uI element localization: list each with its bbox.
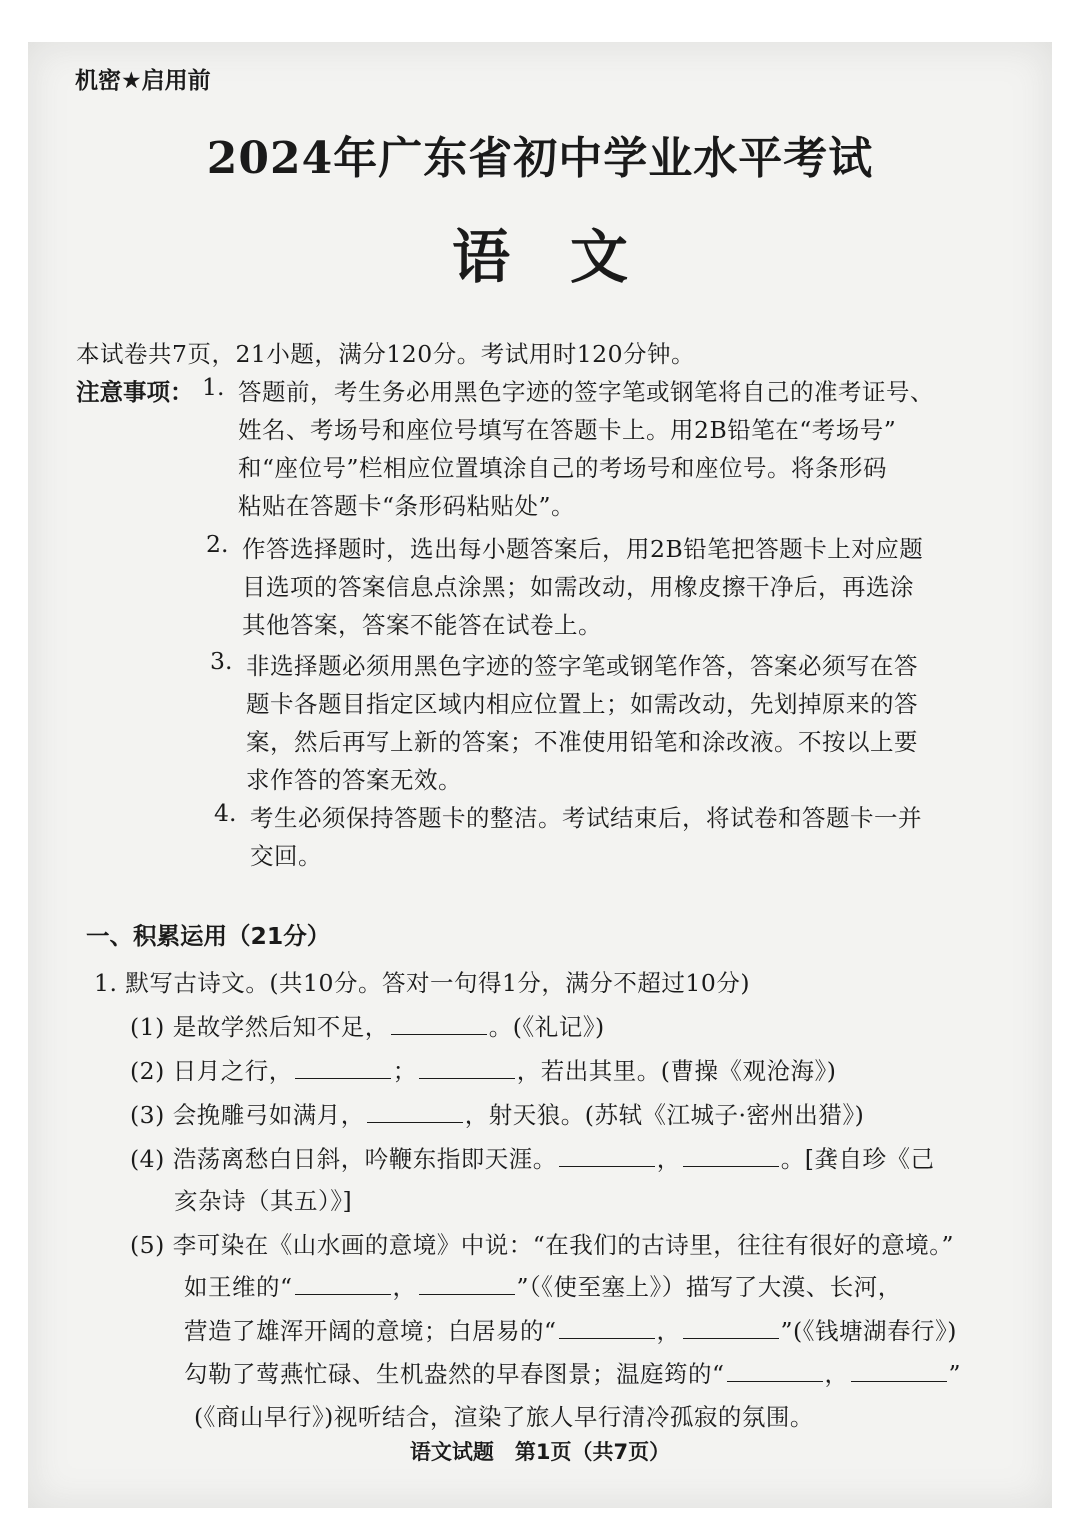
sub-question-text: ， — [656, 1145, 681, 1173]
sub-question-text: 。(《礼记》) — [488, 1013, 605, 1041]
sub-question-text: (《商山早行》)视听结合，渲染了旅人早行清冷孤寂的氛围。 — [194, 1403, 814, 1431]
exam-page — [28, 42, 1052, 1508]
sub-question-5 — [130, 1226, 954, 1260]
answer-blank[interactable] — [683, 1148, 779, 1167]
sub-question-text: ”（《使至塞上》）描写了大漠、长河， — [516, 1273, 902, 1301]
notice-item-line: 求作答的答案无效。 — [246, 766, 462, 794]
sub-question-text: 会挽雕弓如满月， — [172, 1101, 365, 1129]
answer-blank[interactable] — [419, 1276, 515, 1295]
sub-question-4 — [130, 1140, 934, 1174]
notice-item-line: 目选项的答案信息点涂黑；如需改动，用橡皮擦干净后，再选涂 — [242, 573, 914, 601]
notice-item-line: 其他答案，答案不能答在试卷上。 — [242, 611, 602, 639]
notice-item-line: 题卡各题目指定区域内相应位置上；如需改动，先划掉原来的答 — [246, 690, 918, 718]
sub-question-1 — [130, 1008, 605, 1042]
sub-question-3 — [130, 1096, 864, 1130]
notice-item-number: 4. — [214, 799, 237, 827]
notice-item-line: 粘贴在答题卡“条形码粘贴处”。 — [238, 492, 576, 520]
sub-question-text: 浩荡离愁白日斜，吟鞭东指即天涯。 — [172, 1145, 557, 1173]
notice-item-line: 作答选择题时，选出每小题答案后，用2B铅笔把答题卡上对应题 — [242, 535, 924, 563]
notice-item-number: 2. — [206, 530, 229, 558]
notice-item-line: 考生必须保持答题卡的整洁。考试结束后，将试卷和答题卡一并 — [250, 804, 922, 832]
sub-question-number: (3) — [130, 1101, 165, 1129]
subject-title: 语文 — [451, 223, 688, 291]
notice-item-number: 3. — [210, 647, 233, 675]
confidential-label: 机密★启用前 — [75, 68, 211, 94]
sub-question-text: 勾勒了莺燕忙碌、生机盎然的早春图景；温庭筠的“ — [184, 1360, 725, 1388]
question-stem: 1. 默写古诗文。(共10分。答对一句得1分，满分不超过10分) — [94, 969, 750, 997]
sub-question-text: ”(《钱塘湖春行》) — [780, 1317, 957, 1345]
sub-question-text: 是故学然后知不足， — [172, 1013, 389, 1041]
sub-question-text: 如王维的“ — [184, 1273, 293, 1301]
answer-blank[interactable] — [419, 1060, 515, 1079]
notice-item-line: 交回。 — [250, 842, 322, 870]
notice-item-line: 答题前，考生务必用黑色字迹的签字笔或钢笔将自己的准考证号、 — [238, 378, 934, 406]
notice-label: 注意事项： — [76, 378, 194, 406]
notice-item-line: 非选择题必须用黑色字迹的签字笔或钢笔作答，答案必须写在答 — [246, 652, 918, 680]
section-heading: 一、积累运用（21分） — [86, 922, 331, 950]
sub-question-text: ，若出其里。(曹操《观沧海》) — [516, 1057, 837, 1085]
sub-question-text: 亥杂诗（其五）》] — [174, 1187, 353, 1215]
answer-blank[interactable] — [559, 1320, 655, 1339]
sub-question-number: (4) — [130, 1145, 165, 1173]
sub-question-text: 。[龚自珍《己 — [780, 1145, 935, 1173]
notice-item-number: 1. — [202, 373, 225, 401]
exam-title: 2024年广东省初中学业水平考试 — [206, 133, 874, 184]
sub-question-text: 营造了雄浑开阔的意境；白居易的“ — [184, 1317, 557, 1345]
answer-blank[interactable] — [727, 1363, 823, 1382]
sub-question-number: (2) — [130, 1057, 165, 1085]
answer-blank[interactable] — [851, 1363, 947, 1382]
sub-question-number: (5) — [130, 1231, 165, 1259]
answer-blank[interactable] — [367, 1104, 463, 1123]
sub-question-number: (1) — [130, 1013, 165, 1041]
answer-blank[interactable] — [559, 1148, 655, 1167]
sub-question-text: ， — [656, 1317, 681, 1345]
notice-item-line: 和“座位号”栏相应位置填涂自己的考场号和座位号。将条形码 — [238, 454, 888, 482]
answer-blank[interactable] — [295, 1060, 391, 1079]
sub-question-line — [184, 1268, 902, 1302]
sub-question-text: 李可染在《山水画的意境》中说：“在我们的古诗里，往往有很好的意境。” — [172, 1231, 955, 1259]
notice-item-line: 案，然后再写上新的答案；不准使用铅笔和涂改液。不按以上要 — [246, 728, 918, 756]
sub-question-text: 日月之行， — [172, 1057, 293, 1085]
page-footer: 语文试题 第1页（共7页） — [409, 1440, 671, 1464]
sub-question-text: ，射天狼。(苏轼《江城子·密州出猎》) — [464, 1101, 865, 1129]
sub-question-line — [184, 1312, 957, 1346]
answer-blank[interactable] — [295, 1276, 391, 1295]
bleed-through-text — [763, 84, 769, 108]
sub-question-line — [184, 1355, 961, 1389]
answer-blank[interactable] — [683, 1320, 779, 1339]
exam-intro: 本试卷共7页，21小题，满分120分。考试用时120分钟。 — [76, 340, 696, 368]
notice-item-line: 姓名、考场号和座位号填写在答题卡上。用2B铅笔在“考场号” — [238, 416, 897, 444]
sub-question-text: ； — [392, 1057, 417, 1085]
sub-question-text: ” — [948, 1360, 962, 1388]
sub-question-2 — [130, 1052, 836, 1086]
sub-question-text: ， — [392, 1273, 417, 1301]
answer-blank[interactable] — [391, 1016, 487, 1035]
sub-question-text: ， — [824, 1360, 849, 1388]
